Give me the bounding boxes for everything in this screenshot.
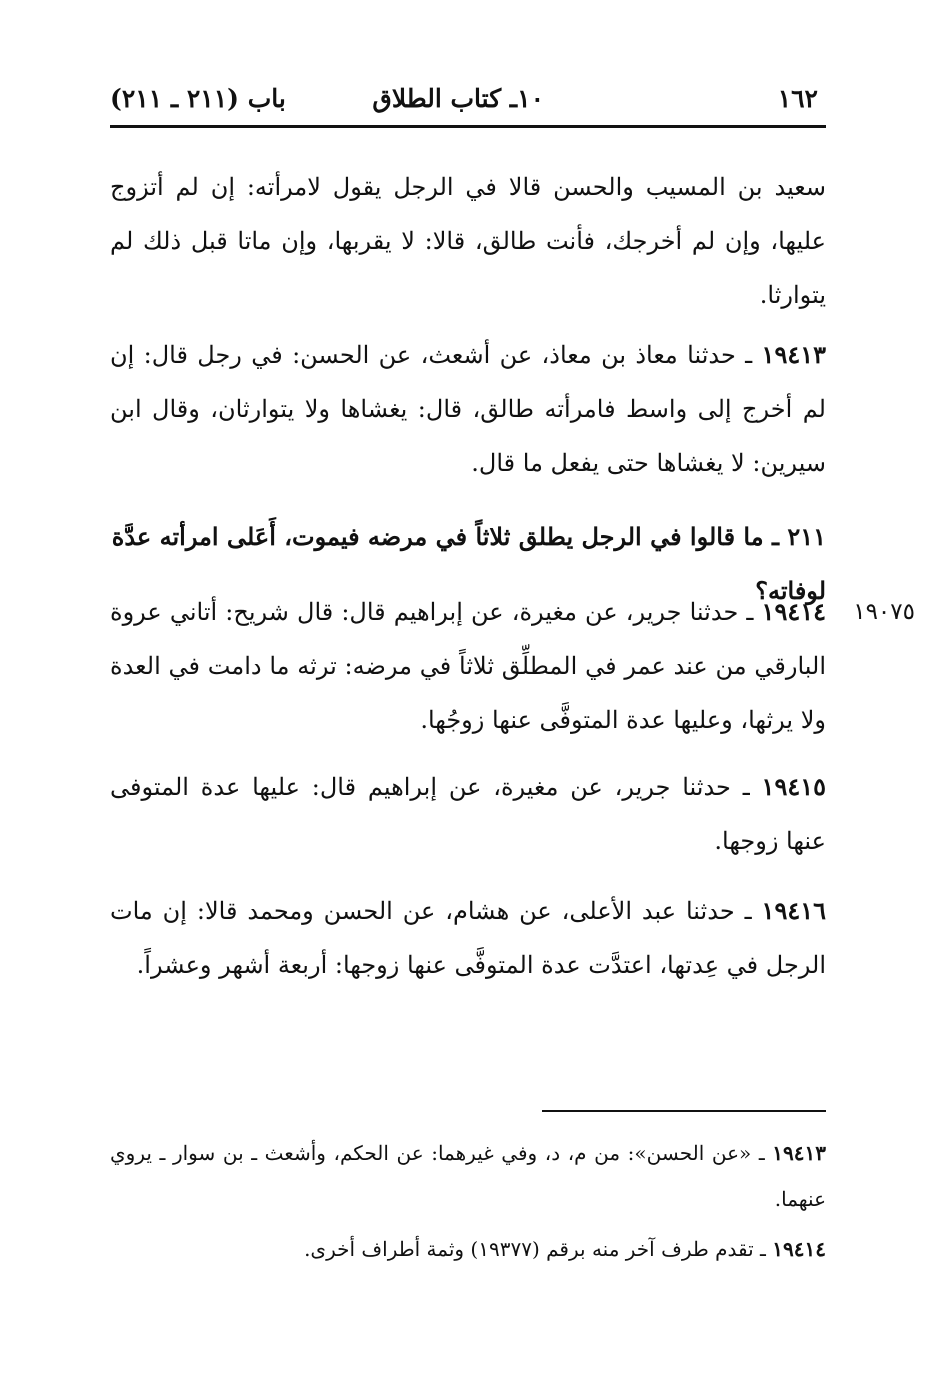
- footnote-19413: [110, 1130, 826, 1222]
- page-number: ١٦٢: [777, 84, 818, 113]
- header-rule: [110, 125, 826, 128]
- footnote-number: ١٩٤١٣: [772, 1141, 826, 1165]
- hadith-number: ١٩٤١٦: [761, 896, 826, 925]
- running-header: [110, 80, 826, 124]
- footnote-separator: [542, 1110, 826, 1112]
- footnote-19414: [110, 1226, 826, 1272]
- footnote-number: ١٩٤١٤: [772, 1237, 826, 1261]
- hadith-19414: [110, 585, 826, 747]
- hadith-19413: [110, 328, 826, 490]
- hadith-19416: [110, 884, 826, 992]
- hadith-text: ـ حدثنا معاذ بن معاذ، عن أشعث، عن الحسن: في رجل قال: إن لم أخرج إلى واسط فامرأته طالق، قال: يغشاها ولا يتوارثان، وقال ابن سيرين: لا يغشاها حتى يفعل ما قال.: [110, 341, 826, 477]
- hadith-number: ١٩٤١٤: [761, 597, 826, 626]
- paragraph-text: سعيد بن المسيب والحسن قالا في الرجل يقول لامرأته: إن لم أتزوج عليها، وإن لم أخرجك، فأنت طالق، قالا: لا يقربها، وإن ماتا قبل ذلك لم يتوارثا.: [110, 173, 826, 309]
- hadith-number: ١٩٤١٣: [761, 340, 826, 369]
- hadith-number: ١٩٤١٥: [761, 772, 826, 801]
- hadith-text: ـ حدثنا عبد الأعلى، عن هشام، عن الحسن ومحمد قالا: إن مات الرجل في عِدتها، اعتدَّت عدة المتوفَّى عنها زوجها: أربعة أشهر وعشراً.: [110, 897, 826, 979]
- margin-reference-number: ١٩٠٧٥: [853, 599, 915, 625]
- chapter-heading: ٢١١ ـ ما قالوا في الرجل يطلق ثلاثاً في مرضه فيموت، أَعَلى امرأته عدَّة لوفاته؟: [111, 522, 826, 605]
- footnote-text: ـ «عن الحسن»: من م، د، وفي غيرهما: عن الحكم، وأشعث ـ بن سوار ـ يروي عنهما.: [110, 1141, 826, 1211]
- hadith-19415: [110, 760, 826, 868]
- paragraph-continuation: [110, 160, 826, 322]
- book-title: ١٠ـ كتاب الطلاق: [372, 84, 544, 113]
- chapter-range: باب (٢١١ ـ ٢١١): [110, 84, 286, 113]
- footnote-text: ـ تقدم طرف آخر منه برقم (١٩٣٧٧) وثمة أطراف أخرى.: [304, 1237, 766, 1261]
- hadith-text: ـ حدثنا جرير، عن مغيرة، عن إبراهيم قال: عليها عدة المتوفى عنها زوجها.: [110, 773, 826, 855]
- hadith-text: ـ حدثنا جرير، عن مغيرة، عن إبراهيم قال: قال شريح: أتاني عروة البارقي من عند عمر في المطلِّق ثلاثاً في مرضه: ترثه ما دامت في العدة ولا يرثها، وعليها عدة المتوفَّى عنها زوجُها.: [110, 598, 826, 734]
